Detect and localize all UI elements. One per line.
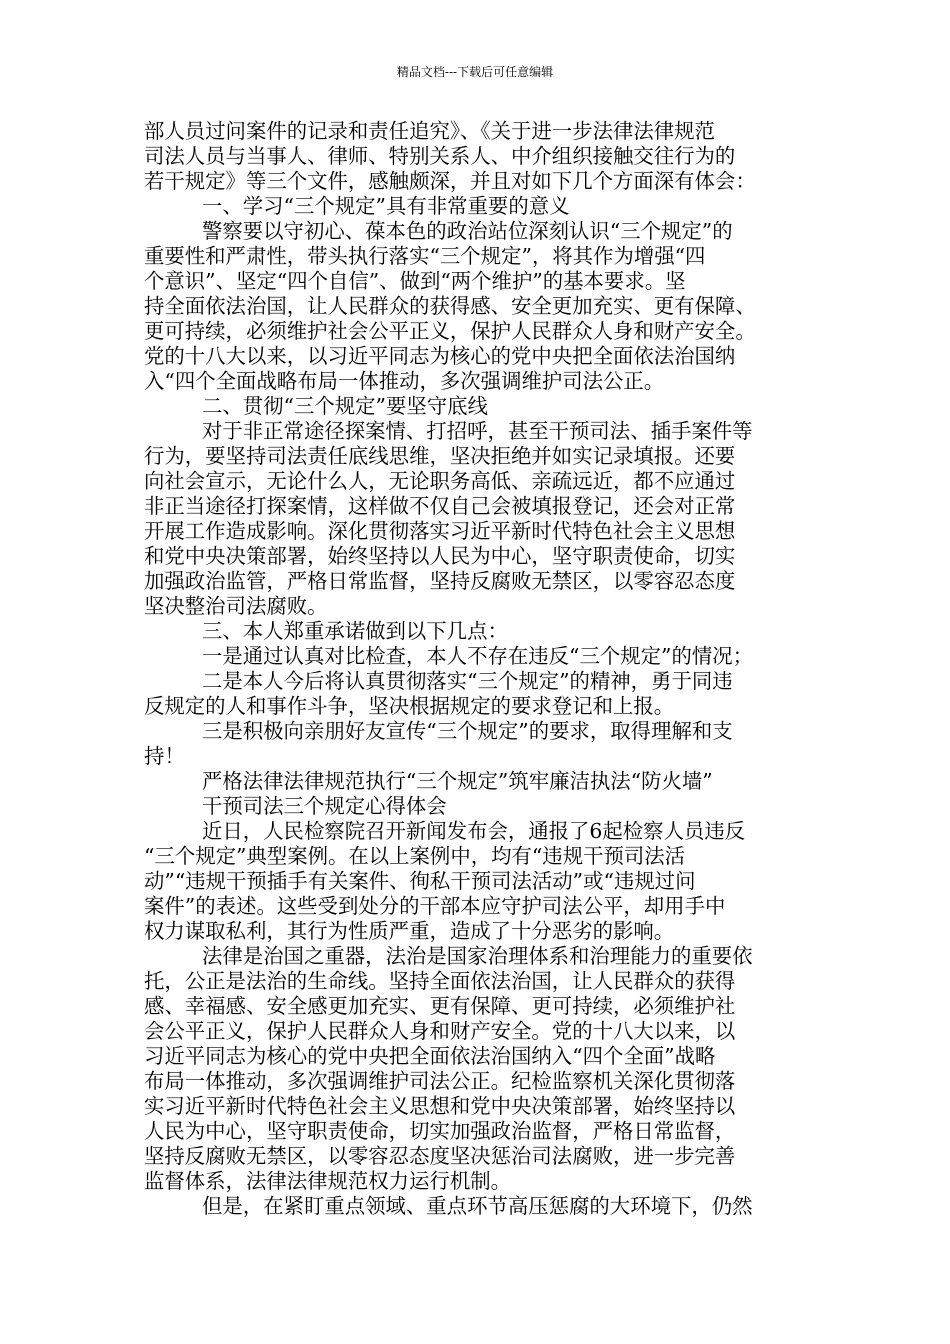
text-line: 更可持续，必须维护社会公平正义，保护人民群众人身和财产安全。 (144, 319, 756, 343)
document-body (144, 119, 814, 1219)
text-line: 干预司法三个规定心得体会 (202, 794, 447, 818)
text-line: 实习近平新时代特色社会主义思想和党中央决策部署，始终坚持以 (144, 1094, 736, 1118)
text-line: 权力谋取私利，其行为性质严重，造成了十分恶劣的影响。 (144, 919, 675, 943)
text-line: 若干规定》等三个文件，感触颇深，并且对如下几个方面深有体会： (144, 169, 756, 193)
text-line: 会公平正义，保护人民群众人身和财产安全。党的十八大以来，以 (144, 1019, 736, 1043)
text-line: 坚决整治司法腐败。 (144, 594, 328, 618)
text-line: 感、幸福感、安全感更加充实、更有保障、更可持续，必须维护社 (144, 994, 736, 1018)
text-line: 警察要以守初心、葆本色的政治站位深刻认识“三个规定”的 (202, 219, 733, 243)
text-line: 案件”的表述。这些受到处分的干部本应守护司法公平，却用手中 (144, 894, 726, 918)
text-line: 三、本人郑重承诺做到以下几点： (202, 619, 508, 643)
text-line: 行为，要坚持司法责任底线思维，坚决拒绝并如实记录填报。还要 (144, 444, 736, 468)
text-line: 近日，人民检察院召开新闻发布会，通报了6起检察人员违反 (202, 819, 746, 843)
text-line: 二、贯彻“三个规定”要坚守底线 (202, 394, 488, 418)
text-line: 入“四个全面战略布局一体推动，多次强调维护司法公正。 (144, 369, 665, 393)
text-line: 持！ (144, 744, 185, 768)
text-line: 部人员过问案件的记录和责任追究》、《关于进一步法律法律规范 (144, 119, 715, 143)
text-line: “三个规定”典型案例。在以上案例中，均有“违规干预司法活 (144, 844, 686, 868)
text-line: 重要性和严肃性，带头执行落实“三个规定”，将其作为增强“四 (144, 244, 706, 268)
text-line: 托，公正是法治的生命线。坚持全面依法治国，让人民群众的获得 (144, 969, 736, 993)
text-line: 司法人员与当事人、律师、特别关系人、中介组织接触交往行为的 (144, 144, 736, 168)
text-line: 人民为中心，坚守职责使命，切实加强政治监督，严格日常监督， (144, 1119, 736, 1143)
text-line: 布局一体推动，多次强调维护司法公正。纪检监察机关深化贯彻落 (144, 1069, 736, 1093)
text-line: 一是通过认真对比检查，本人不存在违反“三个规定”的情况； (202, 644, 754, 668)
text-line: 监督体系，法律法律规范权力运行机制。 (144, 1169, 512, 1193)
text-line: 但是，在紧盯重点领域、重点环节高压惩腐的大环境下，仍然 (202, 1194, 753, 1218)
text-line: 和党中央决策部署，始终坚持以人民为中心，坚守职责使命，切实 (144, 544, 736, 568)
text-line: 一、学习“三个规定”具有非常重要的意义 (202, 194, 570, 218)
text-line: 非正当途径打探案情，这样做不仅自己会被填报登记，还会对正常 (144, 494, 736, 518)
page-header: 精品文档---下载后可任意编辑 (396, 65, 554, 79)
text-line: 对于非正常途径探案情、打招呼，甚至干预司法、插手案件等 (202, 419, 753, 443)
text-line: 动”“违规干预插手有关案件、徇私干预司法活动”或“违规过问 (144, 869, 696, 893)
text-line: 法律是治国之重器，法治是国家治理体系和治理能力的重要依 (202, 944, 753, 968)
text-line: 开展工作造成影响。深化贯彻落实习近平新时代特色社会主义思想 (144, 519, 736, 543)
text-line: 反规定的人和事作斗争，坚决根据规定的要求登记和上报。 (144, 694, 675, 718)
text-line: 二是本人今后将认真贯彻落实“三个规定”的精神，勇于同违 (202, 669, 733, 693)
text-line: 加强政治监管，严格日常监督，坚持反腐败无禁区，以零容忍态度 (144, 569, 736, 593)
text-line: 个意识”、坚定“四个自信”、做到“两个维护”的基本要求。坚 (144, 269, 686, 293)
text-line: 持全面依法治国，让人民群众的获得感、安全更加充实、更有保障、 (144, 294, 756, 318)
text-line: 严格法律法律规范执行“三个规定”筑牢廉洁执法“防火墙” (202, 769, 713, 793)
text-line: 坚持反腐败无禁区，以零容忍态度坚决惩治司法腐败，进一步完善 (144, 1144, 736, 1168)
text-line: 习近平同志为核心的党中央把全面依法治国纳入“四个全面”战略 (144, 1044, 716, 1068)
text-line: 党的十八大以来，以习近平同志为核心的党中央把全面依法治国纳 (144, 344, 736, 368)
text-line: 向社会宣示，无论什么人，无论职务高低、亲疏远近，都不应通过 (144, 469, 736, 493)
text-line: 三是积极向亲朋好友宣传“三个规定”的要求，取得理解和支 (202, 719, 733, 743)
